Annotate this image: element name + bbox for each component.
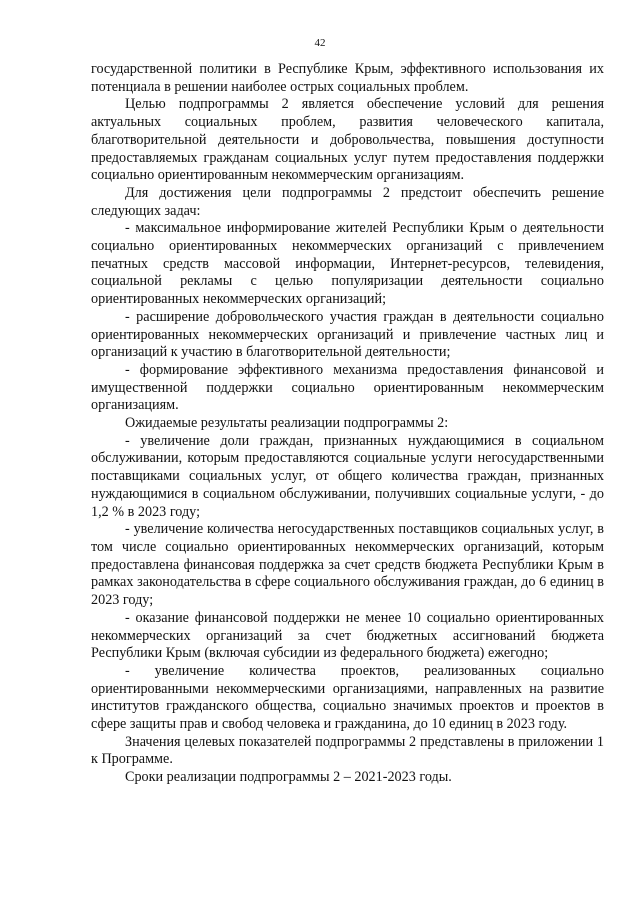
page-number: 42	[314, 37, 326, 49]
paragraph-continuation: государственной политики в Республике Крым, эффективного использования их потенциала в решении наиболее острых социальных проблем.	[91, 61, 604, 95]
result-item-projects-count: - увеличение количества проектов, реализованных социально ориентированными некоммерческими организациями, направленных на развитие институтов гражданского общества, социально значимых проектов и проектов в сфере защиты прав и свобод человека и гражданина, до 10 единиц в 2023 году.	[91, 662, 604, 733]
paragraph-implementation-period: Сроки реализации подпрограммы 2 – 2021-2023 годы.	[125, 769, 452, 786]
result-item-financial-support: - оказание финансовой поддержки не менее 10 социально ориентированных некоммерческих организаций за счет бюджетных ассигнований бюджета Республики Крым (включая субсидии из федерального бюджета) ежегодно;	[91, 609, 604, 662]
paragraph-subprogram-goal: Целью подпрограммы 2 является обеспечение условий для решения актуальных социальных проблем, развития человеческого капитала, благотворительной деятельности и добровольчества, повышения доступности предоставляемых гражданам социальных услуг путем предоставления поддержки социально ориентированным некоммерческим организациям.	[91, 96, 604, 184]
task-item-support-mechanism: - формирование эффективного механизма предоставления финансовой и имущественной поддержки социально ориентированным некоммерческим организациям.	[91, 361, 604, 414]
task-item-informing: - максимальное информирование жителей Республики Крым о деятельности социально ориентированных некоммерческих организаций с привлечением печатных средств массовой информации, Интернет-ресурсов, телевидения, социальной рекламы с целью популяризации деятельности социально ориентированных некоммерческих организаций;	[91, 220, 604, 308]
task-item-volunteering: - расширение добровольческого участия граждан в деятельности социально ориентированных некоммерческих организаций и привлечение частных лиц и организаций к участию в благотворительной деятельности;	[91, 308, 604, 361]
document-body	[91, 61, 604, 787]
paragraph-target-indicators: Значения целевых показателей подпрограммы 2 представлены в приложении 1 к Программе.	[91, 733, 604, 768]
result-item-providers-count: - увеличение количества негосударственных поставщиков социальных услуг, в том числе социально ориентированных некоммерческих организаций, которым предоставлена финансовая поддержка за счет средств бюджета Республики Крым в рамках законодательства в сфере социального обслуживания граждан, до 6 единиц в 2023 году;	[91, 521, 604, 609]
paragraph-expected-results: Ожидаемые результаты реализации подпрограммы 2:	[125, 415, 449, 432]
result-item-share-of-citizens: - увеличение доли граждан, признанных нуждающимися в социальном обслуживании, которым предоставляются социальные услуги негосударственными поставщиками социальных услуг, от общего количества граждан, признанных нуждающимися в социальном обслуживании, получивших социальные услуги, - до 1,2 % в 2023 году;	[91, 432, 604, 520]
paragraph-tasks-intro: Для достижения цели подпрограммы 2 предстоит обеспечить решение следующих задач:	[91, 184, 604, 219]
